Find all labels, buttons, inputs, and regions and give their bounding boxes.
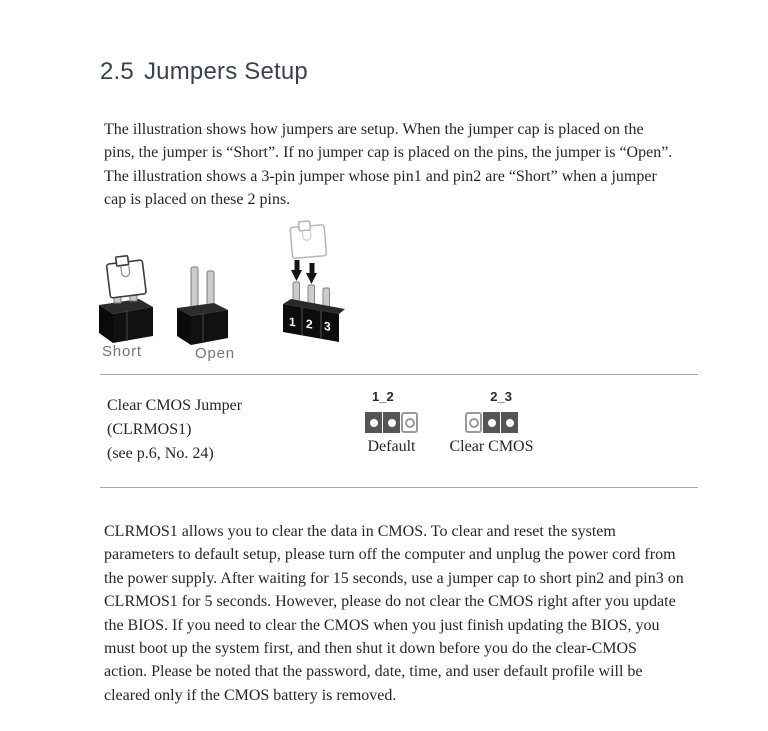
pin-open [401, 412, 418, 433]
pins-label: 2_3 [490, 389, 512, 404]
jumper-block [177, 303, 228, 345]
jumper-name-block [107, 394, 242, 466]
jumper-setting-clear-cmos [449, 389, 534, 456]
pin-diagram-default [365, 412, 418, 433]
jumper-setting-default [365, 389, 418, 456]
description-paragraph: CLRMOS1 allows you to clear the data in CMOS. To clear and reset the system parameters to default setup, please turn off the computer and unplug the power cord from the power supply. After waiting for 15 seconds, use a jumper cap to short pin2 and pin3 on CLRMOS1 for 5 seconds. However, please do not clear the CMOS right after you update the BIOS. If you need to clear the CMOS when you just finish updating the BIOS, you must boot up the system first, and then shut it down before you do the clear-CMOS action. Please be noted that the password, date, time, and user default profile will be cleared only if the CMOS battery is removed. [104, 523, 684, 704]
jumper-cap-icon [290, 220, 327, 258]
pin-diagram-clear-cmos [465, 412, 518, 433]
pin-dot [370, 419, 378, 427]
pin-short [365, 412, 382, 433]
three-pin-jumper-figure [281, 220, 345, 348]
section-number: 2.5 [100, 58, 134, 85]
down-arrow-icon [291, 260, 317, 284]
jumper-name-line: Clear CMOS Jumper [107, 397, 243, 414]
setting-caption: Clear CMOS [449, 438, 534, 455]
jumper-name-line: (see p.6, No. 24) [107, 445, 214, 462]
setting-caption: Default [367, 438, 416, 455]
pin-open [465, 412, 482, 433]
jumper-block [283, 299, 345, 342]
intro-paragraph: The illustration shows how jumpers are setup. When the jumper cap is placed on the pins, the jumper is “Short”. If no jumper cap is placed on the pins, the jumper is “Open”. The illustration shows a 3-pin jumper whose pin1 and pin2 are “Short” when a jumper cap is placed on these 2 pins. [104, 121, 673, 209]
pin-short [383, 412, 400, 433]
page-title [100, 58, 308, 86]
pin-short [483, 412, 500, 433]
pin-number: 1 [289, 314, 296, 330]
open-jumper-figure [176, 266, 230, 346]
short-figure-label: Short [102, 343, 142, 360]
pin-short [501, 412, 518, 433]
jumper-block [99, 299, 153, 343]
pin-dot [488, 419, 496, 427]
divider-top [100, 374, 698, 375]
pin-dot [388, 419, 396, 427]
pin-dot [469, 418, 479, 428]
pin-number: 2 [306, 316, 313, 332]
pins-label: 1_2 [372, 389, 394, 404]
short-jumper-figure [98, 254, 156, 346]
open-figure-label: Open [195, 345, 235, 362]
jumper-cap-icon [106, 254, 147, 298]
pin-dot [405, 418, 415, 428]
pin-dot [506, 419, 514, 427]
pin-number: 3 [324, 318, 331, 334]
divider-bottom [100, 487, 698, 488]
jumper-name-line: (CLRMOS1) [107, 421, 192, 438]
section-name: Jumpers Setup [143, 58, 308, 85]
